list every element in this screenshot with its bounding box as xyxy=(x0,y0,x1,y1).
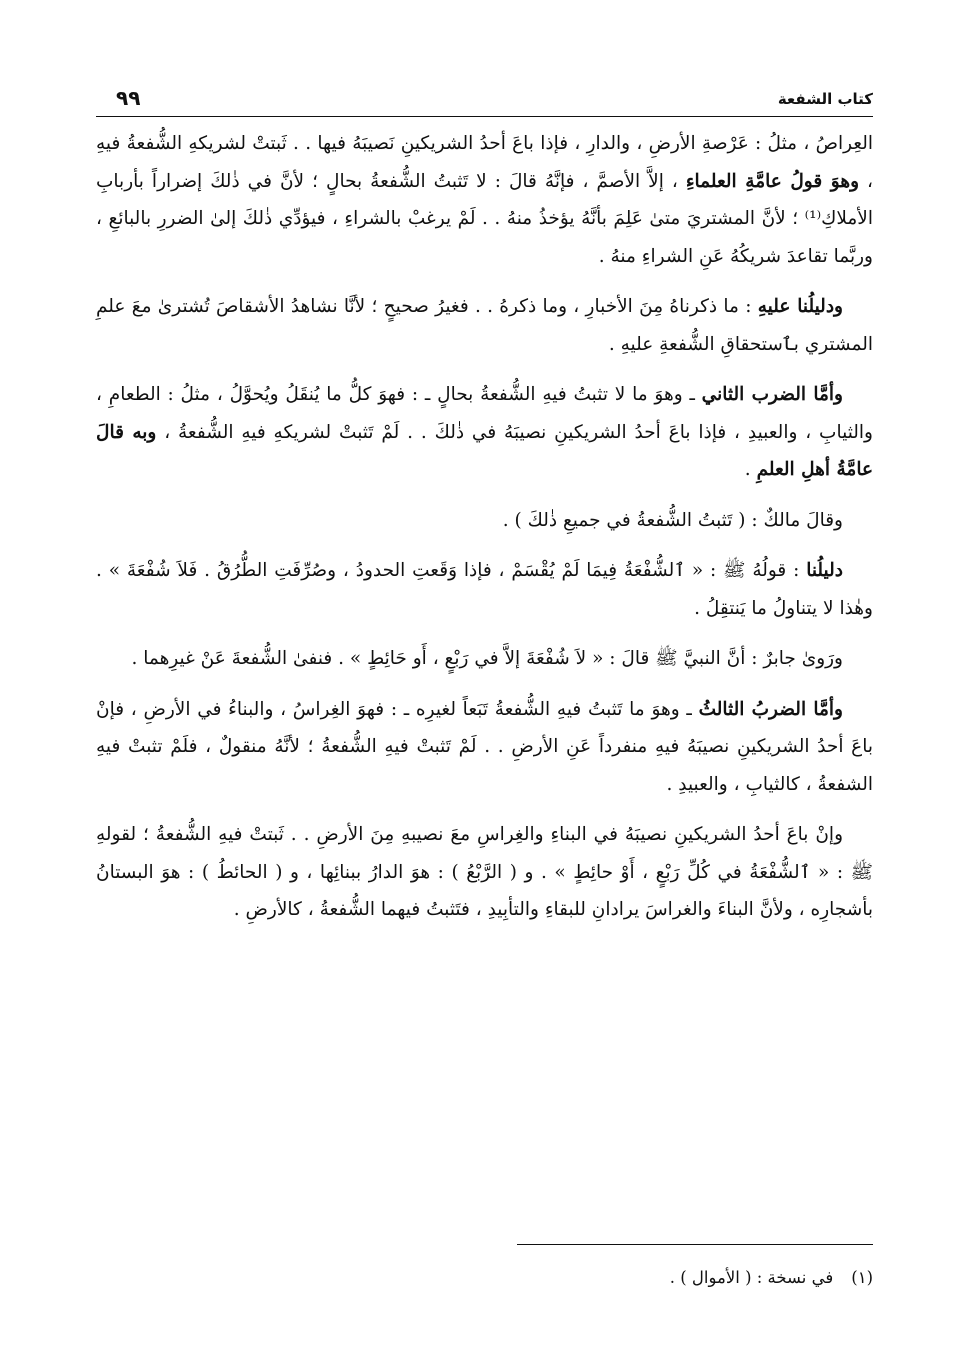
footnote-divider xyxy=(517,1244,873,1245)
text-run: ـ وهوَ ما لا تثبتُ فيهِ الشُّفعةُ بحالٍ ـ : فهوَ كلُّ ما يُنقَلُ ويُحوَّلُ ، مثلُ : الطعامِ ، والثيابِ ، والعبيدِ ، فإذا باعَ أحدُ الشريكينِ نصيبَهُ في ذٰلكَ . . لَمْ تَثبتْ لشريكهِ فيهِ الشُّفعةُ ، xyxy=(96,384,873,443)
paragraph-5 xyxy=(96,552,873,627)
paragraph-1 xyxy=(96,125,873,275)
text-run: ، إلاَّ الأصمَّ ، فإنَّهُ قالَ : لا تَثبتُ الشُّفعةُ بحالٍ ؛ لأنَّ في ذٰلكَ إضراراً بأربابِ الأملاكِ⁽¹⁾ ؛ لأنَّ المشتريَ متىٰ عَلِمَ بأنَّهُ يؤخذُ منهُ . . لَمْ يرغبْ بالشراءِ ، فيؤدِّي ذٰلكَ إلىٰ الضررِ بالبائعِ ، وربَّما تقاعدَ شريكُهُ عَنِ الشراءِ منهُ . xyxy=(96,170,873,267)
footnote-number: (١) xyxy=(851,1268,873,1287)
bold-run: وبه قالَ عامَّةُ أهلِ العلمِ xyxy=(96,421,873,480)
paragraph-7 xyxy=(96,691,873,804)
paragraph-3 xyxy=(96,376,873,489)
text-run: وقالَ مالكٌ : ( تَثبتُ الشُّفعةُ في جميعِ ذٰلكَ ) . xyxy=(502,509,843,531)
text-run: العِراصُ ، مثلُ : عَرْصةِ الأرضِ ، والدارِ ، فإذا باعَ أحدُ الشريكينِ نَصيبَهُ فيها . . ثَبتتْ لشريكهِ الشُّفعةُ فيهِ ، xyxy=(96,133,873,192)
paragraph-4 xyxy=(96,502,873,540)
paragraph-6 xyxy=(96,640,873,678)
bold-run: وهوَ قولُ عامَّةِ العلماءِ xyxy=(685,170,860,192)
footnote-text: في نسخة : ( الأموال ) . xyxy=(669,1268,834,1287)
footnote xyxy=(670,1264,873,1292)
text-run: . xyxy=(744,459,757,480)
bold-run: وأمَّا الضربُ الثالثُ xyxy=(698,698,843,720)
text-run: ورَوىٰ جابرٌ : أنَّ النبيَّ ﷺ قالَ : « لاَ شُفْعَةَ إلاَّ في رَبْعٍ ، أَو حَائِطٍ » . فنفىٰ الشُّفعةَ عَنْ غيرِهما . xyxy=(131,648,843,669)
paragraph-8 xyxy=(96,816,873,929)
text-run: : ما ذكرناهُ مِنَ الأخبارِ ، وما ذكرهُ . . فغيرُ صحيحٍ ؛ لأنَّا نشاهدُ الأشقاصَ تُشترىٰ معَ علمِ المشتري بٱستحقاقِ الشُّفعةِ عليهِ . xyxy=(96,296,873,355)
bold-run: ودليلُنا عليهِ xyxy=(757,296,843,317)
book-page xyxy=(96,86,873,1326)
text-run: ـ وهوَ ما تَثبتُ فيهِ الشُّفعةُ تَبَعاً لغيرِه ـ : فهوَ الغِراسُ ، والبناءُ في الأرضِ ، فإنْ باعَ أحدُ الشريكينِ نصيبَهُ فيهِ منفرداً عَنِ الأرضِ . . لَمْ تَثبتْ فيهِ الشُّفعةُ ؛ لأنَّهُ منقولٌ ، فلَمْ تثبتْ فيهِ الشفعةُ ، كالثيابِ ، والعبيدِ . xyxy=(96,698,873,795)
paragraph-2 xyxy=(96,288,873,363)
page-header xyxy=(96,86,873,117)
page-body xyxy=(96,125,873,929)
text-run: وإنْ باعَ أحدُ الشريكينِ نصيبَهُ في البناءِ والغِراسِ معَ نصيبهِ مِنَ الأرضِ . . ثَبتتْ فيهِ الشُّفعةُ ؛ لقولهِ ﷺ : « ٱلشُّفْعَةُ في كُلِّ رَبْعٍ ، أَوْ حائِطٍ » . و ( الرَّبْعُ ) : هوَ الدارُ ببنائِها ، و ( الحائطُ ) : هوَ البستانُ بأشجارِه ، ولأنَّ البناءَ والغراسَ يرادانِ للبقاءِ والتأبِيدِ ، فتَثبتُ فيهما الشُّفعةُ ، كالأرضِ . xyxy=(96,824,873,920)
bold-run: دليلُنا xyxy=(806,560,843,581)
bold-run: وأمَّا الضرب الثاني xyxy=(701,384,843,405)
page-number: ٩٩ xyxy=(116,86,141,110)
text-run: : قولُهُ ﷺ : « ٱلشُّفْعَةُ فِيمَا لَمْ يُقْسَمْ ، فإذا وَقَعتِ الحدودُ ، وصُرِّفَتِ الطُّرُقُ . فَلاَ شُفْعَةَ » . وهٰذا لا يتناولُ ما يَنتقِلُ . xyxy=(96,560,873,619)
running-title: كتاب الشفعة xyxy=(777,90,873,108)
